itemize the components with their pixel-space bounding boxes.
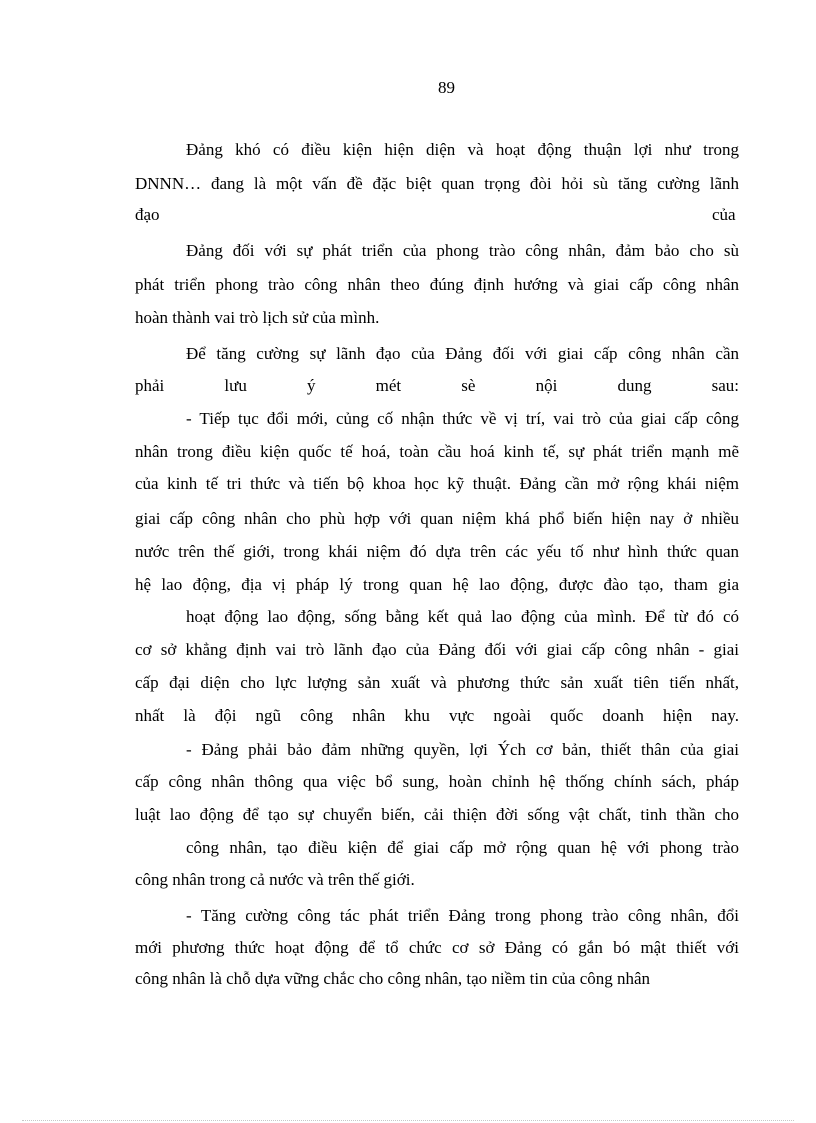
page-number: 89	[438, 78, 455, 97]
text-line: hệ lao động, địa vị pháp lý trong quan hệ lao động, được đào tạo, tham gia	[135, 575, 739, 594]
text-line: cơ sở khẳng định vai trò lãnh đạo của Đảng đối với giai cấp công nhân - giai	[135, 640, 739, 659]
text-line: công nhân, tạo điều kiện để giai cấp mở rộng quan hệ với phong trào	[186, 838, 739, 857]
text-line: Đảng khó có điều kiện hiện diện và hoạt động thuận lợi như trong	[186, 140, 739, 159]
text-line: cấp đại diện cho lực lượng sản xuất và phương thức sản xuất tiên tiến nhất,	[135, 673, 739, 692]
word: sau:	[711, 376, 739, 395]
text-line: - Tăng cường công tác phát triển Đảng trong phong trào công nhân, đổi	[186, 906, 739, 925]
text-line: của	[712, 205, 736, 224]
text-line: luật lao động để tạo sự chuyển biến, cải thiện đời sống vật chất, tinh thần cho	[135, 805, 739, 824]
text-line: Để tăng cường sự lãnh đạo của Đảng đối với giai cấp công nhân cần	[186, 344, 739, 363]
text-line: công nhân trong cả nước và trên thế giới.	[135, 870, 415, 889]
text-line: nhân trong điều kiện quốc tế hoá, toàn cầu hoá kinh tế, sự phát triển mạnh mẽ	[135, 442, 739, 461]
page-bottom-divider	[22, 1120, 794, 1121]
text-line: phát triển phong trào công nhân theo đúng định hướng và giai cấp công nhân	[135, 275, 739, 294]
word: ý	[307, 376, 316, 395]
text-line: giai cấp công nhân cho phù hợp với quan niệm khá phổ biến hiện nay ở nhiều	[135, 509, 739, 528]
word: lưu	[224, 376, 247, 395]
text-line: nước trên thế giới, trong khái niệm đó dựa trên các yếu tố như hình thức quan	[135, 542, 739, 561]
word: sè	[461, 376, 476, 395]
text-line: cấp công nhân thông qua việc bổ sung, hoàn chỉnh hệ thống chính sách, pháp	[135, 772, 739, 791]
text-line-spread	[135, 376, 739, 396]
text-line: - Tiếp tục đổi mới, củng cố nhận thức về vị trí, vai trò của giai cấp công	[186, 409, 739, 428]
word: dung	[617, 376, 652, 395]
text-line: của kinh tế tri thức và tiến bộ khoa học kỹ thuật. Đảng cần mở rộng khái niệm	[135, 474, 739, 493]
text-line: hoàn thành vai trò lịch sử của mình.	[135, 308, 380, 327]
text-line: công nhân là chỗ dựa vững chắc cho công nhân, tạo niềm tin của công nhân	[135, 969, 651, 988]
text-line: - Đảng phải bảo đảm những quyền, lợi Ých cơ bản, thiết thân của giai	[186, 740, 739, 759]
word: phải	[135, 376, 165, 395]
text-line: đạo	[135, 205, 160, 224]
word: nội	[535, 376, 558, 395]
text-line: Đảng đối với sự phát triển của phong trào công nhân, đảm bảo cho sù	[186, 241, 739, 260]
text-line: nhất là đội ngũ công nhân khu vực ngoài quốc doanh hiện nay.	[135, 706, 739, 725]
text-line: DNNN… đang là một vấn đề đặc biệt quan trọng đòi hỏi sù tăng cường lãnh	[135, 174, 739, 193]
text-line: hoạt động lao động, sống bằng kết quả lao động của mình. Để từ đó có	[186, 607, 739, 626]
word: mét	[375, 376, 402, 395]
text-line: mới phương thức hoạt động để tổ chức cơ sở Đảng có gắn bó mật thiết với	[135, 938, 739, 957]
